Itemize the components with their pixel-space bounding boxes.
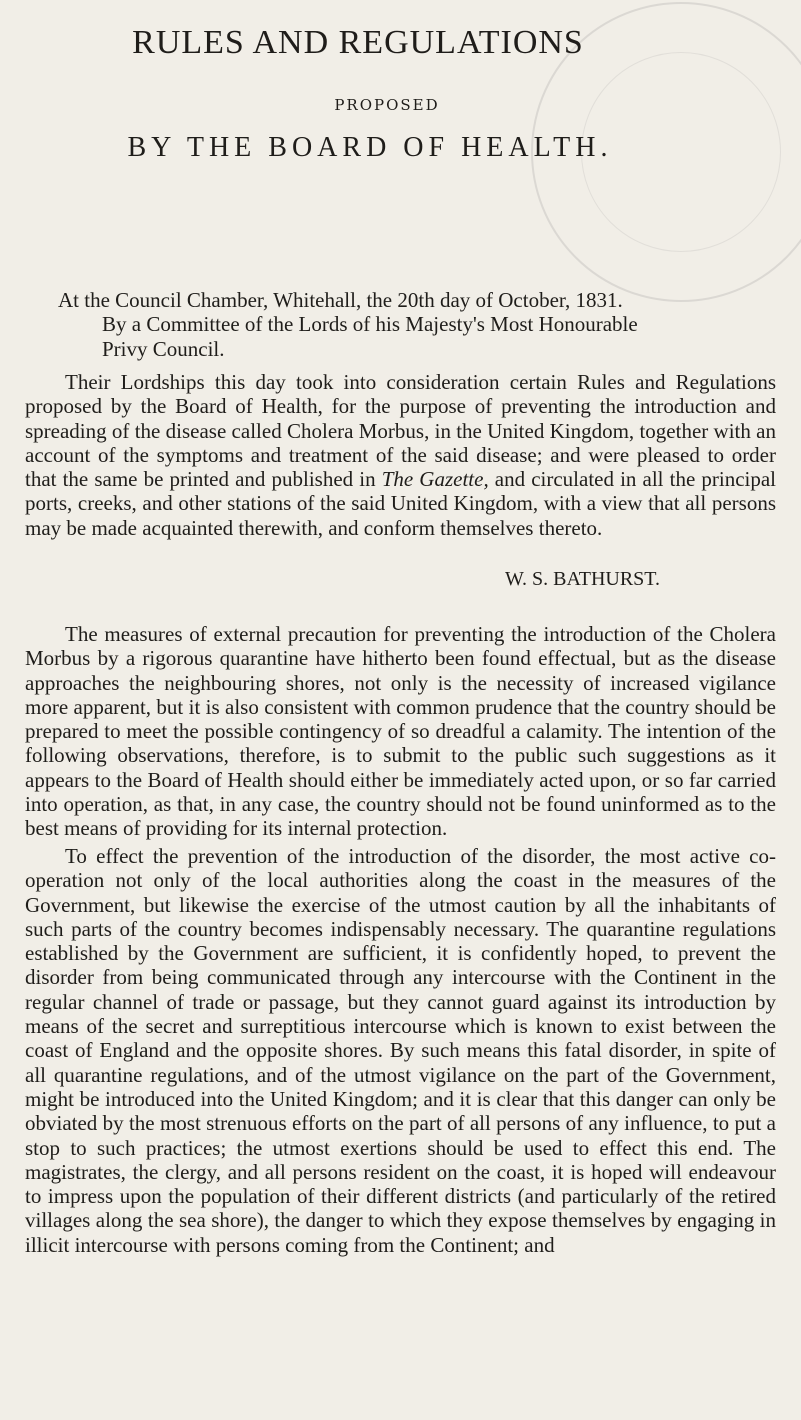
paragraph-prevention: To effect the prevention of the introduction of the disorder, the most active co-operation not only of the local authorities along the coast in the measures of the Government, but likewise the exercise of the utmost caution by all the inhabitants of such parts of the country becomes indispensably necessary. The quarantine regulations established by the Government are sufficient, it is confidently hoped, to prevent the disorder from being communicated through any intercourse with the Continent in the regular channel of trade or passage, but they cannot guard against its introduction by means of the secret and surreptitious intercourse which is known to exist between the coast of England and the opposite shores. By such means this fatal disorder, in spite of all quarantine regulations, and of the utmost vigilance on the part of the Government, might be introduced into the United Kingdom; and it is clear that this danger can only be obviated by the most strenuous efforts on the part of all persons of any influence, to put a stop to such practices; the utmost exertions should be used to effect this end. The magistrates, the clergy, and all persons resident on the coast, it is hoped will endeavour to impress upon the population of their different districts (and particularly of the retired villages along the sea shore), the danger to which they expose themselves by engaging in illicit intercourse with persons coming from the Continent; and bbox=[25, 844, 776, 1257]
proposed-label: PROPOSED bbox=[334, 96, 440, 114]
board-heading: BY THE BOARD OF HEALTH. bbox=[127, 132, 613, 163]
minute-privy-council: Privy Council. bbox=[102, 336, 225, 361]
document-title: RULES AND REGULATIONS bbox=[132, 24, 584, 61]
signature: W. S. BATHURST. bbox=[505, 568, 661, 590]
paragraph-1-text-a: Their Lordships this day took into consideration certain Rules and Regulations proposed by the Board of Health, for the purpose of preventing the introduction and spreading of the disease called Cholera Morbus, in the United Kingdom, together with an account of the symptoms and treatment of the said disease; and were pleased to order that the same be printed and published in bbox=[25, 370, 776, 492]
paragraph-lordships-order bbox=[25, 370, 776, 540]
minute-committee: By a Committee of the Lords of his Majesty's Most Honourable bbox=[102, 312, 638, 337]
minute-place-date: At the Council Chamber, Whitehall, the 20th day of October, 1831. bbox=[58, 288, 623, 312]
council-minute bbox=[58, 288, 758, 361]
paragraph-external-precaution: The measures of external precaution for preventing the introduction of the Cholera Morbus by a rigorous quarantine have hitherto been found effectual, but as the disease approaches the neighbouring shores, not only is the necessity of increased vigilance more apparent, but it is also consistent with common prudence that the country should be prepared to meet the possible contingency of so dreadful a calamity. The intention of the following observations, therefore, is to submit to the public such suggestions as it appears to the Board of Health should either be immediately acted upon, or so far carried into operation, as that, in any case, the country should not be found uninformed as to the best means of providing for its internal protection. bbox=[25, 622, 776, 841]
paragraph-1-text-b: and circulated in all the principal ports, creeks, and other stations of the said United Kingdom, with a view that all persons may be made acquainted therewith, and conform themselves thereto. bbox=[25, 467, 777, 540]
gazette-title: The Gazette, bbox=[381, 467, 489, 492]
